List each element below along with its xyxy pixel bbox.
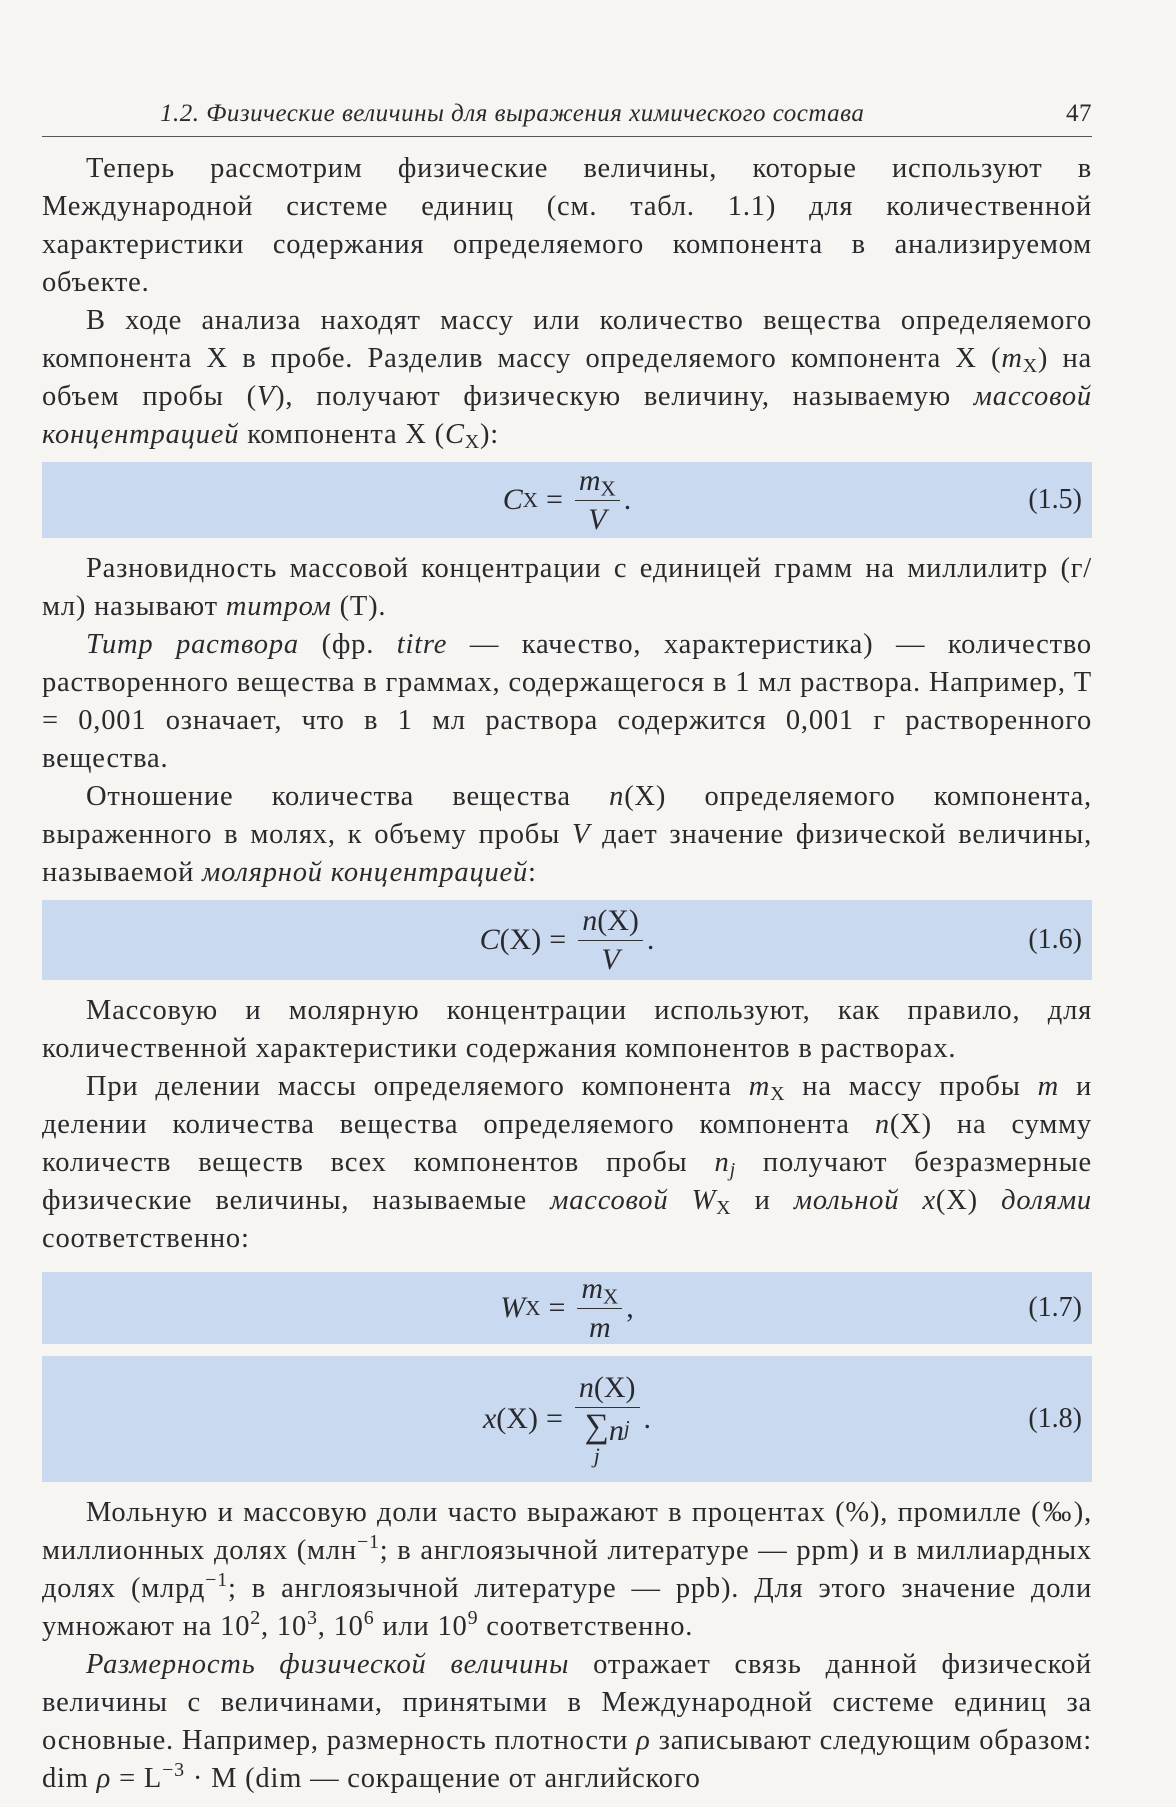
term-titr-solution: Титр раствора	[86, 629, 299, 660]
paragraph-9: Размерность физической величины отражает связь данной физической величины с величинами, принятыми в Международной системе единиц за основные. Например, размерность плотности ρ записывают следующим образом: dim $\rho = L^{-3} \cdot M$ (dim — сокращение от английского	[42, 1649, 1092, 1794]
paragraph-4: Титр раствора (фр. titre — качество, характеристика) — количество растворенного вещества в граммах, содержащегося в 1 мл раствора. Например, Т = 0,001 означает, что в 1 мл раствора содержится 0,001 г растворенного вещества.	[42, 629, 1092, 774]
paragraph-3: Разновидность массовой концентрации с единицей грамм на миллилитр (г/мл) называют титром (Т).	[42, 553, 1092, 622]
equation-number: (1.8)	[1028, 1403, 1082, 1434]
paragraph-2: В ходе анализа находят массу или количество вещества определяемого компонента X в пробе. Разделив массу определяемого компонента X $(m_X)$ на объем пробы (V), получают физическую величину, называемую массовой концентрацией компонента X $(C_X)$:	[42, 305, 1093, 453]
term-molar-concentration: молярной концентрацией	[202, 857, 529, 888]
term-mass-concentration: массовой концентрацией	[42, 381, 1092, 450]
paragraph-8: Мольную и массовую доли часто выражают в процентах (%), промилле (‰), миллионных долях (млн$^{-1}$; в англоязычной литературе — ppm) и в миллиардных долях (млрд$^{-1}$; в англоязычной литературе — ppb). Для этого значение доли умножают на $10^2$, $10^3$, $10^6$ или $10^9$ соответственно.	[42, 1497, 1092, 1642]
equation-1-8: x (X) = n(X) ∑ j n j . (1.8)	[42, 1356, 1092, 1482]
equation-1-5: C X = $\frac{m_X}{V}$ . (1.5)	[42, 462, 1092, 538]
term-mass-fraction: массовой	[550, 1185, 669, 1216]
equation-number: (1.7)	[1028, 1292, 1082, 1323]
paragraph-1: Теперь рассмотрим физические величины, которые используют в Международной системе единиц (см. табл. 1.1) для количественной характеристики содержания определяемого компонента в анализируемом объекте.	[42, 153, 1092, 298]
equation-number: (1.6)	[1028, 924, 1082, 955]
equation-number: (1.5)	[1028, 484, 1082, 515]
fraction: $\frac{n(X)}{V}$	[578, 904, 643, 977]
page-number: 47	[1066, 100, 1092, 127]
header-title: 1.2. Физические величины для выражения химического состава	[160, 100, 865, 127]
paragraph-6: Массовую и молярную концентрации используют, как правило, для количественной характеристики содержания компонентов в растворах.	[42, 995, 1092, 1064]
term-titr: титром	[225, 591, 332, 622]
paragraph-5: Отношение количества вещества n(X) определяемого компонента, выраженного в молях, к объему пробы V дает значение физической величины, называемой молярной концентрацией:	[42, 781, 1092, 888]
page-body	[42, 150, 1092, 1798]
fraction: $\frac{m_X}{V}$	[575, 464, 620, 537]
sum-sign: ∑ j	[584, 1407, 609, 1468]
term-mole-fraction: мольной	[793, 1185, 900, 1216]
fraction: $\frac{m_X}{m}$	[577, 1272, 622, 1345]
paragraph-7: При делении массы определяемого компонента $m_X$ на массу пробы m и делении количества вещества определяемого компонента n(X) на сумму количеств веществ всех компонентов пробы $n_j$ получают безразмерные физические величины, называемые массовой $W_X$ и мольной x(X) долями соответственно:	[42, 1071, 1093, 1254]
equation-1-6: C (X) = $\frac{n(X)}{V}$ . (1.6)	[42, 900, 1092, 980]
fraction: n(X) ∑ j n j	[575, 1371, 640, 1468]
equation-1-7: W X = $\frac{m_X}{m}$ , (1.7)	[42, 1272, 1092, 1344]
term-dimension: Размерность физической величины	[86, 1649, 570, 1680]
running-header	[42, 98, 1092, 137]
